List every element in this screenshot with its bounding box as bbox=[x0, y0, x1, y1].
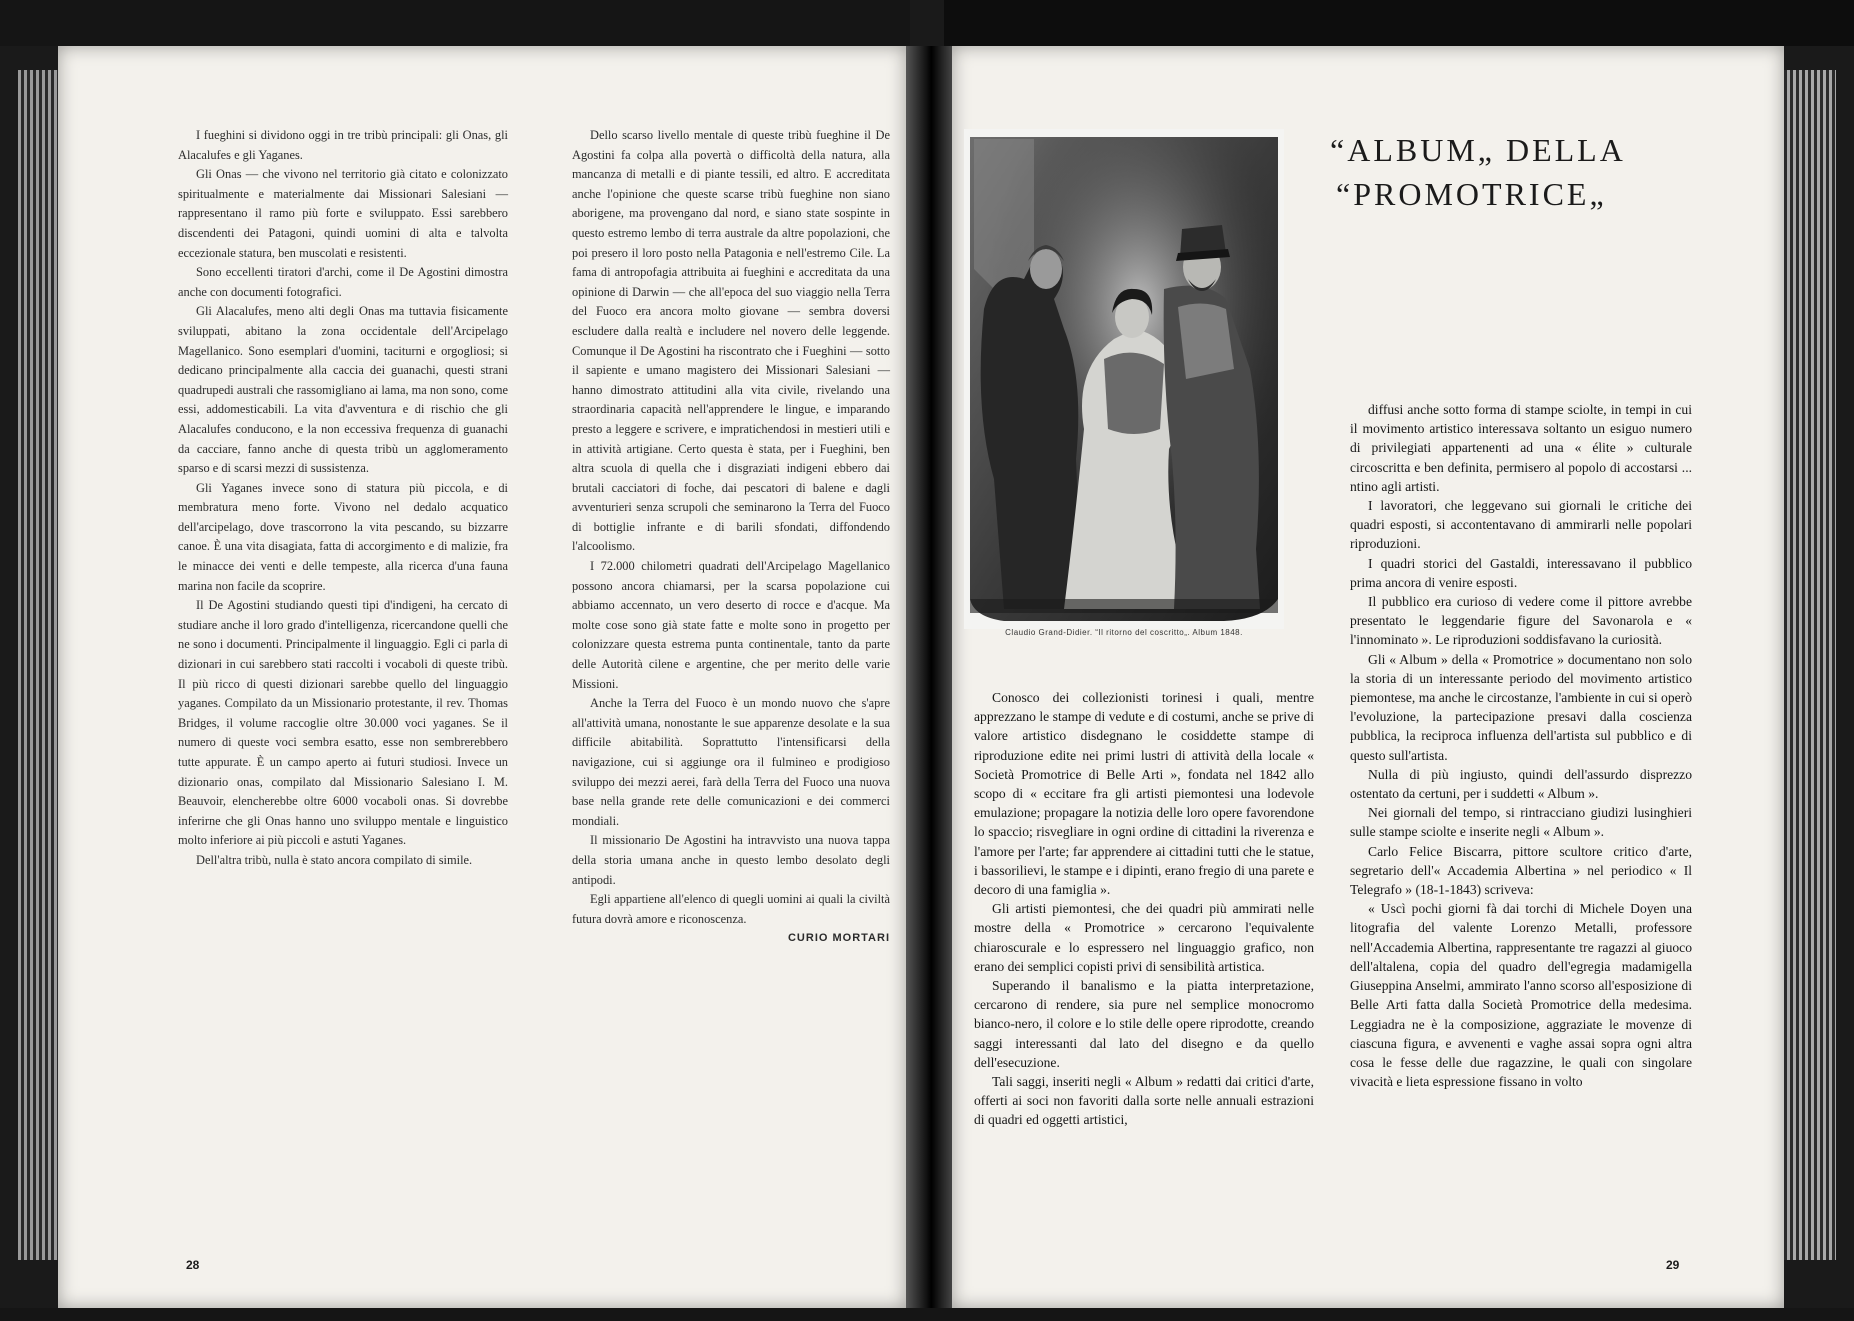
paragraph: « Uscì pochi giorni fà dai torchi di Michele Doyen una litografia del valente Lorenzo Metalli, professore nell'Accademia Albertina, rappresentante tre ragazzi al giuoco dell'altalena, copia del quadro dell'egregia madamigella Giuseppina Anselmi, ammirato l'anno scorso all'esposizione di Belle Arti fatta dalla Società Promotrice della medesima. Leggiadra ne è la composizione, aggraziate le movenze di ciascuna figura, e avvenenti e vaghe assai sopra ogni altra cosa le fesse delle due ragazzine, le quali con singolare vivacità e lieta espressione fissano in volto bbox=[1350, 901, 1692, 1090]
paragraph: Il De Agostini studiando questi tipi d'indigeni, ha cercato di studiare anche il loro grado d'intelligenza, ricercandone quelli che ne sono i documenti. Principalmente il linguaggio. Egli ci parla di dizionari in cui sarebbero stati raccolti i vocaboli di queste tribù. Il più ricco di questi dizionari sarebbe quello del linguaggio yaganes. Compilato da un Missionario protestante, il rev. Thomas Bridges, il volume raccoglie oltre 30.000 voci yaganes. Se il numero di queste voci sembra esatto, esse non sembrerebbero tutte appurate. È un campo aperto ai futuri studiosi. Invece un dizionario onas, compilato dal Missionario Salesiano I. M. Beauvoir, elencherebbe oltre 6000 vocaboli onas. Si dovrebbe inferirne che gli Onas hanno uno sviluppo mentale e linguistico molto inferiore ai più piccoli e astuti Yaganes. bbox=[178, 598, 508, 848]
paragraph: Sono eccellenti tiratori d'archi, come il De Agostini dimostra anche con documenti fotografici. bbox=[178, 265, 508, 299]
bottom-shadow bbox=[0, 1308, 1854, 1321]
paragraph: Gli Yaganes invece sono di statura più piccola, e di membratura meno forte. Vivono nel dedalo acquatico dell'arcipelago, dove trascorrono la vita pescando, su bizzarre canoe. È una vita disagiata, fatta di accorgimento e di malizie, fra le minacce dei venti e delle tempeste, alla ricerca d'una fauna marina non facile da scoprire. bbox=[178, 480, 508, 593]
paragraph: diffusi anche sotto forma di stampe sciolte, in tempi in cui il movimento artistico interessava soltanto un esiguo numero di privilegiati appartenenti ad una « élite » culturale circoscritta e ben definita, permisero al popolo di accostarsi ... ntino agli artisti. bbox=[1350, 402, 1692, 494]
paragraph: I 72.000 chilometri quadrati dell'Arcipelago Magellanico possono ancora chiamarsi, per la scarsa popolazione cui abbiamo accennato, un vero deserto di rocce e d'acque. Ma molte cose sono già state fatte e molte sono in progetto per colonizzare questa estrema punta continentale, tanto da parte delle Autorità cilene e argentine, che per merito delle varie Missioni. bbox=[572, 559, 890, 691]
left-page-edges bbox=[18, 70, 58, 1260]
article-title-line-1: “ALBUM„ DELLA bbox=[1330, 132, 1626, 168]
paragraph: Nei giornali del tempo, si rintracciano giudizi lusinghieri sulle stampe sciolte e inserite negli « Album ». bbox=[1350, 805, 1692, 840]
paragraph: Gli Alacalufes, meno alti degli Onas ma tuttavia fisicamente sviluppati, abitano la zona occidentale dell'Arcipelago Magellanico. Sono esemplari d'uomini, taciturni e orgogliosi; si dedicano principalmente alla caccia dei guanachi, questi strani quadrupedi australi che rassomigliano ai lama, ma non sono, come essi, addomesticabili. La vita d'avventura e di rischio che gli Alacalufes conducono, e la non eccessiva frequenza di guanachi da cacciare, fanno anche di questa tribù un agglomeramento sparso e di scarsi mezzi di sussistenza. bbox=[178, 304, 508, 476]
paragraph: Tali saggi, inseriti negli « Album » redatti dai critici d'arte, offerti ai soci non favoriti dalla sorte nelle annuali estrazioni di quadri ed oggetti artistici, bbox=[974, 1074, 1314, 1128]
paragraph: Egli appartiene all'elenco di quegli uomini ai quali la civiltà futura dovrà amore e riconoscenza. bbox=[572, 892, 890, 926]
paragraph: Conosco dei collezionisti torinesi i quali, mentre apprezzano le stampe di vedute e di costumi, anche se prive di valore artistico disdegnano le cosiddette stampe di riproduzione edite nei primi lustri di attività della locale « Società Promotrice di Belle Arti », fondata nel 1842 allo scopo di « eccitare fra gli artisti piemontesi una lodevole emulazione; propagare la notizia delle loro opere favorendone lo spaccio; risvegliare in ogni ordine di cittadini la riverenza e l'amore per l'arte; far apprendere ai cittadini tutti che le statue, i bassorilievi, le stampe e i dipinti, erano fregio di una parete e decoro di una famiglia ». bbox=[974, 690, 1314, 898]
author-signature: CURIO MORTARI bbox=[787, 932, 890, 945]
paragraph: Il pubblico era curioso di vedere come il pittore avrebbe presentato le leggendarie figure del Savonarola e « l'innominato ». Le riproduzioni soddisfavano la curiosità. bbox=[1350, 594, 1692, 648]
lithograph-figure bbox=[964, 129, 1284, 629]
right-page-column-2 bbox=[1350, 400, 1692, 1091]
right-page-column-1 bbox=[974, 688, 1314, 1130]
article-title-line-2: “PROMOTRICE„ bbox=[1336, 176, 1607, 212]
right-page-edges bbox=[1784, 70, 1836, 1260]
paragraph: Superando il banalismo e la piatta interpretazione, cercarono di rendere, sia pure nel semplice monocromo bianco-nero, il colore e lo stile delle opere riprodotte, creando saggi interessanti dal lato del disegno e da quello dell'esecuzione. bbox=[974, 978, 1314, 1070]
paragraph: Il missionario De Agostini ha intravvisto una nuova tappa della storia umana anche in questo lembo desolato degli antipodi. bbox=[572, 833, 890, 887]
top-shadow-right bbox=[944, 0, 1854, 46]
paragraph: Gli artisti piemontesi, che dei quadri più ammirati nelle mostre della « Promotrice » cercarono l'equivalente chiaroscurale e lo espressero nel linguaggio grafico, non erano dei semplici copisti privi di sensibilità artistica. bbox=[974, 901, 1314, 974]
page-number-left: 28 bbox=[186, 1258, 200, 1272]
top-shadow-left bbox=[0, 0, 910, 46]
lithograph-illustration bbox=[964, 129, 1284, 629]
paragraph: I quadri storici del Gastaldi, interessavano il pubblico prima ancora di venire esposti. bbox=[1350, 555, 1692, 590]
paragraph: I fueghini si dividono oggi in tre tribù principali: gli Onas, gli Alacalufes e gli Yaganes. bbox=[178, 128, 508, 162]
page-number-right: 29 bbox=[1666, 1258, 1680, 1272]
paragraph: Dello scarso livello mentale di queste tribù fueghine il De Agostini fa colpa alla povertà o difficoltà della natura, alla mancanza di metalli e di piante tessili, ed altro. E accreditata anche l'opinione che queste scarse tribù fueghine non siano aborigene, ma provengano dal nord, e siano state sospinte in questo estremo lembo di terra australe da altre popolazioni, che poi presero il loro posto nella Patagonia e nell'estremo Cile. La fama di antropofagia attribuita ai fueghini e accreditata da una opinione di Darwin — che all'epoca del suo viaggio nella Terra del Fuoco era ancora molto giovane — sembra doversi escludere dalla realtà e includere nel novero delle leggende. Comunque il De Agostini ha riscontrato che i Fueghini — sotto il sapiente e umano magistero dei Missionari Salesiani — hanno dimostrato attitudini alla vita civile, rivelando una straordinaria capacità nell'apprendere le lingue, e imparando presto a leggere e scrivere, e impratichendosi in mestieri utili e in attività artigiane. Certo questa è stata, per i Fueghini, ben altra scuola di quella che i disgraziati indigeni ebbero dai brutali cacciatori di foche, dai pescatori di balene e dagli avventurieri senza scrupoli che seminarono la Terra del Fuoco di bottiglie infrante e di barili sfondati, diffondendo l'alcoolismo. bbox=[572, 128, 890, 554]
paragraph: I lavoratori, che leggevano sui giornali le critiche dei quadri esposti, si accontentavano di ammirarli nelle popolari riproduzioni. bbox=[1350, 498, 1692, 552]
paragraph: Carlo Felice Biscarra, pittore scultore critico d'arte, segretario dell'« Accademia Albertina » nel periodico « Il Telegrafo » (18-1-1843) scriveva: bbox=[1350, 843, 1692, 898]
paragraph: Nulla di più ingiusto, quindi dell'assurdo disprezzo ostentato da certuni, per i suddetti « Album ». bbox=[1350, 766, 1692, 802]
paragraph: Dell'altra tribù, nulla è stato ancora compilato di simile. bbox=[196, 852, 473, 867]
left-page-column-1 bbox=[178, 126, 508, 871]
paragraph: Gli Onas — che vivono nel territorio già citato e colonizzato spiritualmente e materialmente dai Missionari Salesiani — rappresentano il ramo più forte e sviluppato. Essi sarebbero discendenti dei Patagoni, quindi uomini di alta e talvolta eccezionale statura, ben muscolati e resistenti. bbox=[178, 167, 508, 260]
figure-caption: Claudio Grand-Didier. “Il ritorno del coscritto„. Album 1848. bbox=[1005, 628, 1243, 637]
paragraph: Anche la Terra del Fuoco è un mondo nuovo che s'apre all'attività umana, nonostante le sue apparenze desolate e la sua difficile abitabilità. Soprattutto l'intensificarsi della navigazione, cui si aggiunge ora il fulmineo e prodigioso sviluppo dei mezzi aerei, farà della Terra del Fuoco una nuova base nella grande rete delle comunicazioni e dei commerci mondiali. bbox=[572, 696, 890, 828]
book-spine-gutter bbox=[906, 46, 952, 1308]
left-page-column-2 bbox=[572, 126, 890, 949]
paragraph: Gli « Album » della « Promotrice » documentano non solo la storia di un interessante periodo del movimento artistico piemontese, ma anche le circostanze, l'ambiente in cui si operò l'evoluzione, la partecipazione presavi dalla coscienza pubblica, la reciproca influenza dell'artista sul pubblico e di questo sull'artista. bbox=[1350, 651, 1692, 763]
